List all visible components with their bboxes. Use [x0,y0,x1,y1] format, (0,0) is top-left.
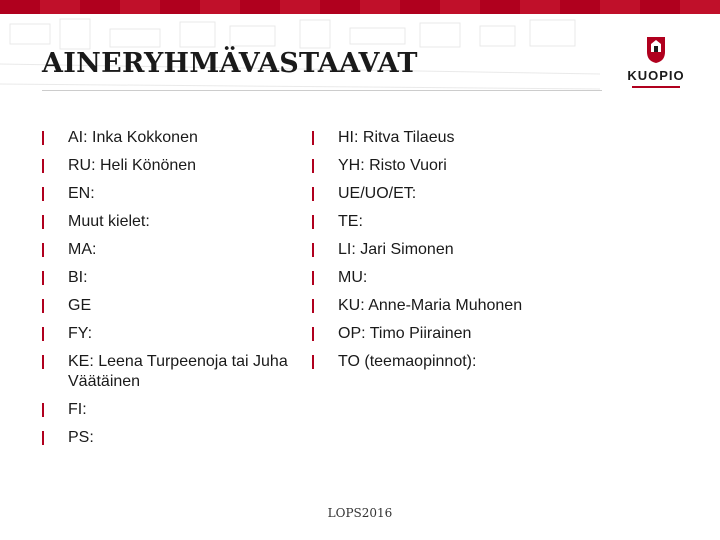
bar-bullet-icon [312,355,314,369]
bar-bullet-icon [312,243,314,257]
list-item [42,296,312,316]
list-item [42,428,312,448]
list-item-text: KE: Leena Turpeenoja tai Juha Väätäinen [68,353,288,390]
kuopio-logo [624,36,688,92]
bar-bullet-icon [312,187,314,201]
list-item [312,296,612,316]
bar-bullet-icon [312,131,314,145]
right-column-list [312,128,612,380]
list-item-text: GE [68,297,92,314]
list-item-text: MA: [68,241,97,258]
bar-bullet-icon [42,271,44,285]
list-item-text: OP: Timo Piirainen [338,325,472,342]
list-item [42,212,312,232]
list-item [42,268,312,288]
list-item-text: RU: Heli Könönen [68,157,197,174]
logo-underline [632,86,680,88]
list-item-text: YH: Risto Vuori [338,157,447,174]
list-item [42,156,312,176]
title-divider [42,90,602,91]
list-item-text: FY: [68,325,93,342]
list-item-text: TE: [338,213,363,230]
footer-label: LOPS2016 [327,506,393,520]
list-item-text: HI: Ritva Tilaeus [338,129,455,146]
left-column-list [42,128,312,456]
bar-bullet-icon [42,243,44,257]
list-item [42,184,312,204]
bar-bullet-icon [42,299,44,313]
list-item [312,268,612,288]
list-item-text: LI: Jari Simonen [338,241,454,258]
list-item [312,156,612,176]
list-item [312,324,612,344]
page-title: AINERYHMÄVASTAAVAT [42,48,418,79]
bar-bullet-icon [42,355,44,369]
list-item-text: PS: [68,429,94,446]
bar-bullet-icon [42,327,44,341]
bar-bullet-icon [312,215,314,229]
list-item-text: AI: Inka Kokkonen [68,129,198,146]
list-item [42,240,312,260]
list-item-text: FI: [68,401,87,418]
bar-bullet-icon [42,187,44,201]
bar-bullet-icon [312,271,314,285]
bar-bullet-icon [42,403,44,417]
list-item-text: EN: [68,185,95,202]
bar-bullet-icon [312,327,314,341]
list-item-text: TO (teemaopinnot): [338,353,477,370]
list-item [42,400,312,420]
bar-bullet-icon [312,299,314,313]
bar-bullet-icon [42,431,44,445]
kuopio-crest-icon [646,36,666,64]
list-item-text: Muut kielet: [68,213,150,230]
list-item [312,240,612,260]
list-item [312,184,612,204]
list-item-text: KU: Anne-Maria Muhonen [338,297,523,314]
bar-bullet-icon [42,159,44,173]
bar-bullet-icon [42,215,44,229]
list-item [42,128,312,148]
top-decorative-bar [0,0,720,14]
list-item-text: MU: [338,269,368,286]
list-item [312,352,612,372]
bar-bullet-icon [312,159,314,173]
list-item [42,324,312,344]
list-item-text: BI: [68,269,88,286]
list-item [312,212,612,232]
list-item-text: UE/UO/ET: [338,185,417,202]
list-item [312,128,612,148]
logo-wordmark: KUOPIO [627,68,685,83]
list-item [42,352,312,392]
bar-bullet-icon [42,131,44,145]
